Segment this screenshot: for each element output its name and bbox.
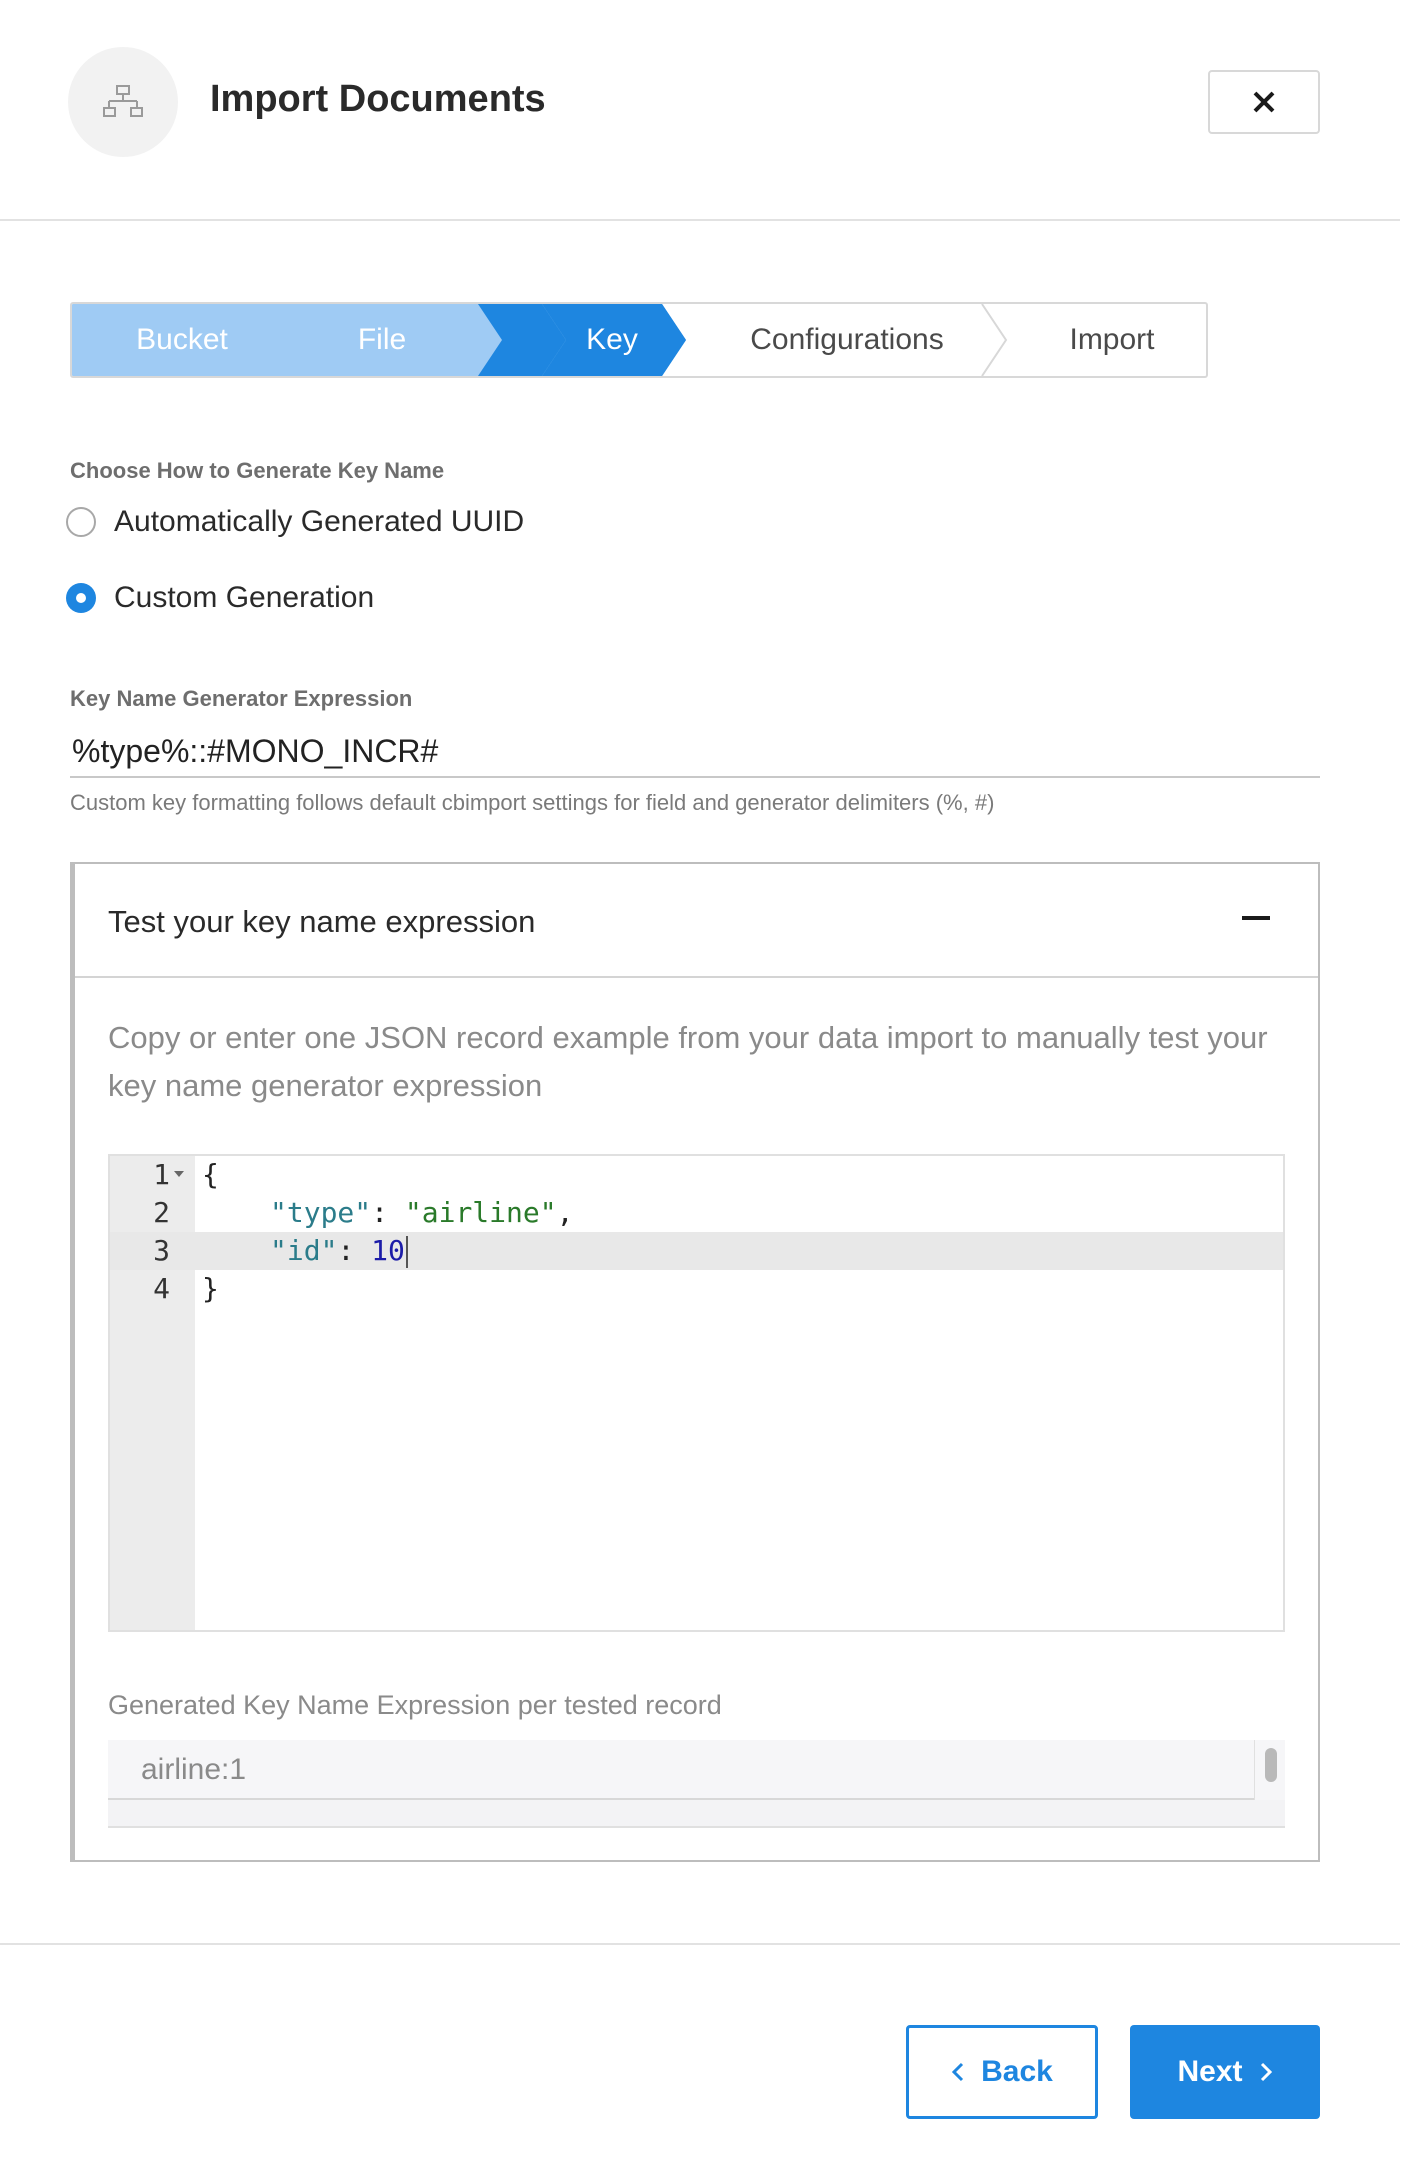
next-button[interactable]: [1130, 2025, 1320, 2119]
step-key[interactable]: Key: [586, 323, 638, 356]
editor-line: [110, 1270, 1283, 1308]
radio-custom[interactable]: [66, 583, 96, 613]
json-colon: :: [337, 1234, 372, 1267]
dialog-title: Import Documents: [210, 78, 546, 120]
test-panel-description: Copy or enter one JSON record example from your data import to manually test your key name generator expression: [108, 1020, 1268, 1103]
wizard-stepper: [70, 302, 1208, 378]
expression-label: Key Name Generator Expression: [70, 686, 413, 711]
footer-divider: [0, 1943, 1400, 1945]
generated-key-label: Generated Key Name Expression per tested record: [108, 1690, 722, 1720]
generated-key-value: airline:1: [108, 1740, 1254, 1800]
line-number: 3: [153, 1234, 170, 1267]
next-button-label: Next: [1177, 2055, 1243, 2088]
test-panel-title: Test your key name expression: [108, 904, 536, 939]
json-colon: :: [371, 1196, 405, 1229]
json-key: "id": [270, 1234, 338, 1267]
radio-custom-label[interactable]: Custom Generation: [114, 581, 375, 614]
editor-line: [110, 1194, 1283, 1232]
chevron-right-icon: [1259, 2061, 1273, 2083]
json-editor[interactable]: [108, 1154, 1285, 1632]
editor-line: [110, 1156, 1283, 1194]
scrollbar-thumb[interactable]: [1265, 1748, 1277, 1782]
json-string: "airline": [404, 1196, 557, 1229]
step-file[interactable]: File: [357, 323, 407, 356]
step-import[interactable]: Import: [1069, 323, 1155, 356]
collapse-button[interactable]: [1236, 904, 1276, 934]
step-bucket[interactable]: Bucket: [136, 323, 228, 356]
back-button[interactable]: [906, 2025, 1098, 2119]
json-key: "type": [270, 1196, 372, 1229]
code-text: {: [202, 1158, 219, 1191]
chevron-left-icon: [951, 2061, 965, 2083]
code-text: [270, 1232, 408, 1270]
radio-option-uuid[interactable]: [66, 505, 524, 539]
radio-uuid[interactable]: [66, 507, 96, 537]
choose-key-label: Choose How to Generate Key Name: [70, 458, 445, 483]
expression-hint: Custom key formatting follows default cbimport settings for field and generator delimiters (%, #): [70, 790, 995, 815]
fold-arrow-icon[interactable]: [174, 1171, 184, 1177]
line-number: 1: [153, 1158, 170, 1191]
generated-key-output: [108, 1740, 1285, 1828]
close-button[interactable]: [1208, 70, 1320, 134]
key-expression-input[interactable]: [70, 720, 1320, 778]
json-number: 10: [371, 1234, 405, 1267]
line-number: 4: [153, 1272, 170, 1305]
scrollbar[interactable]: [1254, 1740, 1285, 1800]
line-number: 2: [153, 1196, 170, 1229]
minus-icon: [1242, 916, 1270, 922]
back-button-label: Back: [981, 2055, 1053, 2088]
text-cursor: [406, 1236, 408, 1268]
test-panel-header[interactable]: [75, 864, 1318, 978]
code-text: }: [202, 1272, 219, 1305]
test-expression-panel: [70, 862, 1320, 1862]
network-diagram-icon: [68, 47, 178, 157]
code-text: [270, 1194, 573, 1232]
step-configurations[interactable]: Configurations: [750, 323, 944, 356]
close-icon: [1252, 90, 1276, 114]
json-comma: ,: [556, 1196, 574, 1229]
dialog-header: [0, 0, 1400, 221]
radio-uuid-label[interactable]: Automatically Generated UUID: [114, 505, 525, 538]
editor-active-line: [110, 1232, 1283, 1270]
radio-option-custom[interactable]: [66, 581, 374, 615]
